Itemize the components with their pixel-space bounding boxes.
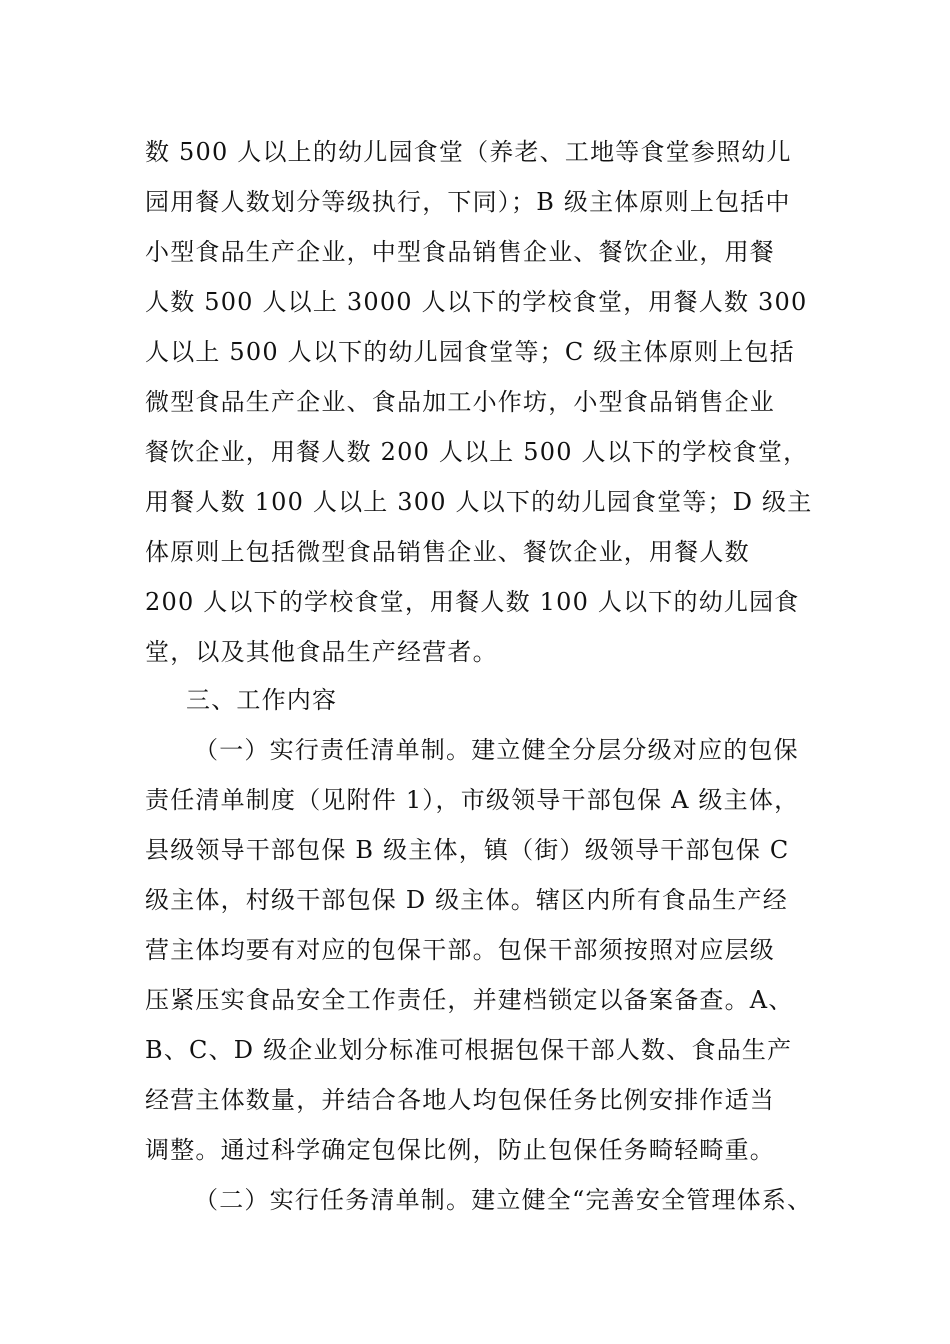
text-line-19: B、C、D 级企业划分标准可根据包保干部人数、食品生产 [145,1036,793,1064]
text-line-7: 餐饮企业，用餐人数 200 人以上 500 人以下的学校食堂， [145,438,809,466]
text-line-16: 级主体，村级干部包保 D 级主体。辖区内所有食品生产经 [145,886,788,914]
text-line-6: 微型食品生产企业、食品加工小作坊，小型食品销售企业 [145,388,775,416]
text-line-3: 小型食品生产企业，中型食品销售企业、餐饮企业，用餐 [145,238,775,266]
text-line-2: 园用餐人数划分等级执行，下同）；B 级主体原则上包括中 [145,188,791,216]
text-line-5: 人以上 500 人以下的幼儿园食堂等；C 级主体原则上包括 [145,338,795,366]
text-line-18: 压紧压实食品安全工作责任，并建档锁定以备案备查。A、 [145,986,794,1014]
text-line-13: （一）实行责任清单制。建立健全分层分级对应的包保 [194,736,799,764]
section-heading: 三、工作内容 [186,686,338,714]
text-line-1: 数 500 人以上的幼儿园食堂（养老、工地等食堂参照幼儿 [145,138,792,166]
text-line-17: 营主体均要有对应的包保干部。包保干部须按照对应层级 [145,936,775,964]
text-line-10: 200 人以下的学校食堂，用餐人数 100 人以下的幼儿园食 [145,588,800,616]
text-line-20: 经营主体数量，并结合各地人均包保任务比例安排作适当 [145,1086,775,1114]
text-line-15: 县级领导干部包保 B 级主体，镇（街）级领导干部包保 C [145,836,790,864]
text-line-22: （二）实行任务清单制。建立健全“完善安全管理体系、 [194,1186,813,1214]
text-line-11: 堂，以及其他食品生产经营者。 [145,638,498,666]
text-line-9: 体原则上包括微型食品销售企业、餐饮企业，用餐人数 [145,538,750,566]
text-line-8: 用餐人数 100 人以上 300 人以下的幼儿园食堂等；D 级主 [145,488,813,516]
text-line-21: 调整。通过科学确定包保比例，防止包保任务畸轻畸重。 [145,1136,775,1164]
text-line-4: 人数 500 人以上 3000 人以下的学校食堂，用餐人数 300 [145,288,808,316]
text-line-14: 责任清单制度（见附件 1），市级领导干部包保 A 级主体， [145,786,800,814]
